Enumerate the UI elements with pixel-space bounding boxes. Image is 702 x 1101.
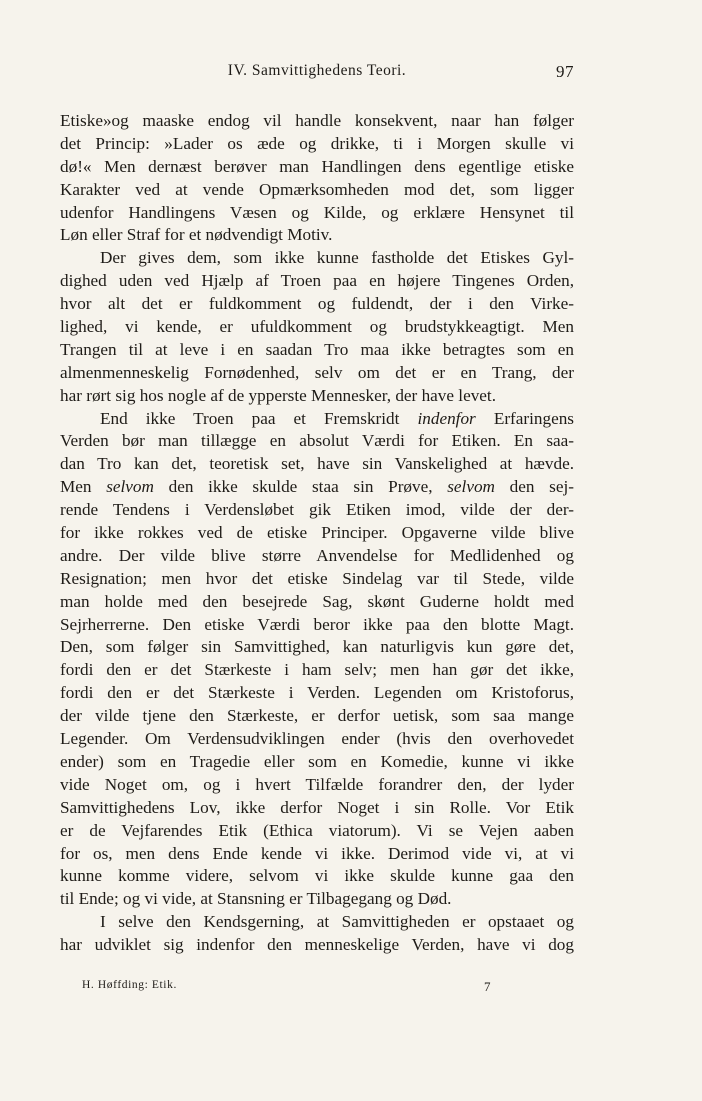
- line-text: den ikke skulde staa sin Prøve,: [153, 477, 448, 497]
- text-line: [60, 110, 574, 133]
- text-line: [60, 385, 574, 408]
- line-text: Sejrherrerne. Den etiske Værdi beror ikke paa den blotte Magt.: [60, 614, 574, 634]
- text-line: [60, 820, 574, 843]
- text-line: [60, 293, 574, 316]
- line-text: Men: [60, 477, 107, 497]
- line-text: End ikke Troen paa et Fremskridt: [100, 408, 418, 428]
- line-text: det Princip: »Lader os æde og drikke, ti i Morgen skulle vi: [60, 133, 574, 153]
- text-line: [60, 362, 574, 385]
- line-text: er de Vejfarendes Etik (Ethica viatorum). Vi se Vejen aaben: [60, 820, 574, 840]
- text-line: [60, 728, 574, 751]
- text-line: [60, 911, 574, 934]
- text-line: [60, 408, 574, 431]
- line-text: Legender. Om Verdensudviklingen ender (hvis den overhovedet: [60, 729, 574, 749]
- text-line: [60, 499, 574, 522]
- line-text: rende Tendens i Verdensløbet gik Etiken imod, vilde der der-: [60, 500, 574, 520]
- line-text: Verden bør man tillægge en absolut Værdi for Etiken. En saa-: [60, 431, 574, 451]
- text-line: [60, 751, 574, 774]
- text-line: [60, 843, 574, 866]
- line-text: Karakter ved at vende Opmærksomheden mod det, som ligger: [60, 179, 574, 199]
- text-line: [60, 636, 574, 659]
- text-line: [60, 339, 574, 362]
- line-text: ender) som en Tragedie eller som en Komedie, kunne vi ikke: [60, 751, 574, 771]
- line-text: andre. Der vilde blive større Anvendelse for Medlidenhed og: [60, 545, 574, 565]
- line-text: Erfaringens: [475, 408, 574, 428]
- page-number: 97: [556, 62, 574, 81]
- line-text: almenmenneskelig Fornødenhed, selv om det er en Trang, der: [60, 362, 574, 382]
- line-text: for os, men dens Ende kende vi ikke. Derimod vide vi, at vi: [60, 843, 574, 863]
- text-line: [60, 522, 574, 545]
- emphasis-text: indenfor: [417, 408, 476, 428]
- text-line: [60, 453, 574, 476]
- text-line: [60, 247, 574, 270]
- line-text: udenfor Handlingens Væsen og Kilde, og erklære Hensynet til: [60, 202, 574, 222]
- line-text: Etiske»og maaske endog vil handle konsekvent, naar han følger: [60, 111, 574, 130]
- line-text: Trangen til at leve i en saadan Tro maa ikke betragtes som en: [60, 339, 574, 359]
- line-text: fordi den er det Stærkeste i Verden. Legenden om Kristoforus,: [60, 683, 574, 703]
- body-text: [60, 110, 574, 957]
- text-line: [60, 682, 574, 705]
- text-line: [60, 179, 574, 202]
- text-line: [60, 934, 574, 957]
- text-line: [60, 133, 574, 156]
- line-text: den sej-: [494, 477, 574, 497]
- text-line: [60, 865, 574, 888]
- line-text: kunne komme videre, selvom vi ikke skulde kunne gaa den: [60, 866, 574, 886]
- emphasis-text: selvom: [106, 477, 154, 497]
- line-text: Den, som følger sin Samvittighed, kan naturligvis kun gøre det,: [60, 637, 574, 657]
- line-text: har udviklet sig indenfor den menneskelige Verden, have vi dog: [60, 935, 574, 955]
- text-line: [60, 614, 574, 637]
- text-line: [60, 774, 574, 797]
- chapter-title: IV. Samvittighedens Teori.: [227, 62, 407, 79]
- text-line: [60, 545, 574, 568]
- line-text: der vilde tjene den Stærkeste, er derfor uetisk, som saa mange: [60, 706, 574, 726]
- text-line: [60, 476, 574, 499]
- text-line: [60, 156, 574, 179]
- text-line: [60, 202, 574, 225]
- text-line: [60, 659, 574, 682]
- line-text: har rørt sig hos nogle af de ypperste Mennesker, der have levet.: [60, 385, 497, 405]
- line-text: fordi den er det Stærkeste i ham selv; men han gør det ikke,: [60, 660, 574, 680]
- line-text: Samvittighedens Lov, ikke derfor Noget i sin Rolle. Vor Etik: [60, 797, 574, 817]
- running-header: [60, 62, 574, 86]
- text-line: [60, 591, 574, 614]
- sheet-number: 7: [484, 979, 492, 994]
- line-text: Der gives dem, som ikke kunne fastholde det Etiskes Gyl-: [100, 248, 574, 268]
- line-text: Løn eller Straf for et nødvendigt Motiv.: [60, 225, 333, 245]
- line-text: I selve den Kendsgerning, at Samvittigheden er opstaaet og: [100, 912, 574, 932]
- emphasis-text: selvom: [447, 477, 495, 497]
- text-line: [60, 797, 574, 820]
- line-text: dan Tro kan det, teoretisk set, have sin Vanskelighed at hævde.: [60, 454, 574, 474]
- line-text: man holde med den besejrede Sag, skønt Guderne holdt med: [60, 591, 574, 611]
- text-line: [60, 888, 574, 911]
- line-text: vide Noget om, og i hvert Tilfælde forandrer den, der lyder: [60, 774, 574, 794]
- text-line: [60, 224, 574, 247]
- signature-mark: H. Høffding: Etik.: [82, 979, 177, 991]
- line-text: lighed, vi kende, er ufuldkomment og brudstykkeagtigt. Men: [60, 317, 574, 337]
- text-line: [60, 270, 574, 293]
- line-text: hvor alt det er fuldkomment og fuldendt, der i den Virke-: [60, 294, 574, 314]
- text-line: [60, 568, 574, 591]
- text-line: [60, 705, 574, 728]
- text-line: [60, 430, 574, 453]
- line-text: for ikke rokkes ved de etiske Principer. Opgaverne vilde blive: [60, 523, 574, 543]
- text-line: [60, 316, 574, 339]
- line-text: til Ende; og vi vide, at Stansning er Tilbagegang og Død.: [60, 889, 452, 909]
- line-text: dø!« Men dernæst berøver man Handlingen dens egentlige etiske: [60, 156, 574, 176]
- line-text: Resignation; men hvor det etiske Sindelag var til Stede, vilde: [60, 568, 574, 588]
- line-text: dighed uden ved Hjælp af Troen paa en højere Tingenes Orden,: [60, 271, 574, 291]
